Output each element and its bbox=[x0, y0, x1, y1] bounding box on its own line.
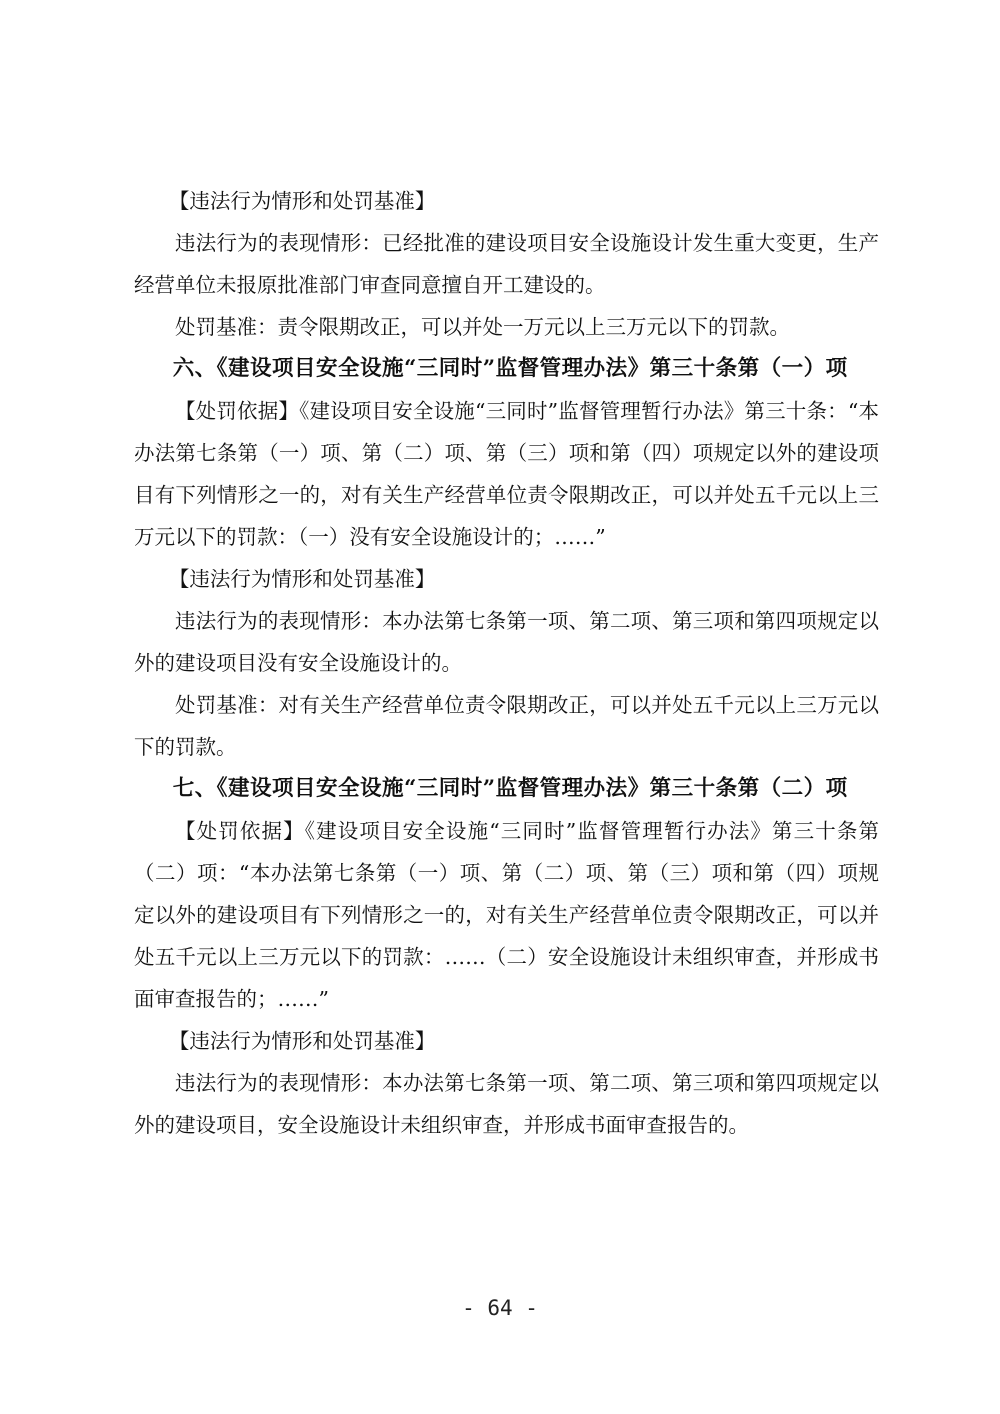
block1-label: 【违法行为情形和处罚基准】 bbox=[168, 189, 436, 213]
section6-behavior: 违法行为的表现情形：本办法第七条第一项、第二项、第三项和第四项规定以外的建设项目没有安全设施设计的。 bbox=[134, 609, 879, 675]
block1-penalty: 处罚基准：责令限期改正，可以并处一万元以上三万元以下的罚款。 bbox=[175, 315, 790, 339]
page-number: - 64 - bbox=[462, 1296, 538, 1320]
section6-heading: 六、《建设项目安全设施“三同时”监督管理办法》第三十条第（一）项 bbox=[172, 356, 848, 381]
section7-basis: 【处罚依据】《建设项目安全设施“三同时”监督管理暂行办法》第三十条第（二）项：“本办法第七条第（一）项、第（二）项、第（三）项和第（四）项规定以外的建设项目有下列情形之一的，对有关生产经营单位责令限期改正，可以并处五千元以上三万元以下的罚款：……（二）安全设施设计未组织审查，并形成书面审查报告的；……” bbox=[134, 819, 879, 1011]
section7-heading: 七、《建设项目安全设施“三同时”监督管理办法》第三十条第（二）项 bbox=[172, 776, 848, 801]
section7-behavior: 违法行为的表现情形：本办法第七条第一项、第二项、第三项和第四项规定以外的建设项目，安全设施设计未组织审查，并形成书面审查报告的。 bbox=[134, 1071, 879, 1137]
section6-basis: 【处罚依据】《建设项目安全设施“三同时”监督管理暂行办法》第三十条：“本办法第七条第（一）项、第（二）项、第（三）项和第（四）项规定以外的建设项目有下列情形之一的，对有关生产经营单位责令限期改正，可以并处五千元以上三万元以下的罚款：（一）没有安全设施设计的；……” bbox=[134, 399, 879, 549]
section6-penalty: 处罚基准：对有关生产经营单位责令限期改正，可以并处五千元以上三万元以下的罚款。 bbox=[134, 693, 879, 759]
document-body bbox=[134, 180, 879, 1146]
block1-behavior: 违法行为的表现情形：已经批准的建设项目安全设施设计发生重大变更，生产经营单位未报原批准部门审查同意擅自开工建设的。 bbox=[134, 231, 879, 297]
section7-label: 【违法行为情形和处罚基准】 bbox=[168, 1029, 436, 1053]
section6-label: 【违法行为情形和处罚基准】 bbox=[168, 567, 436, 591]
